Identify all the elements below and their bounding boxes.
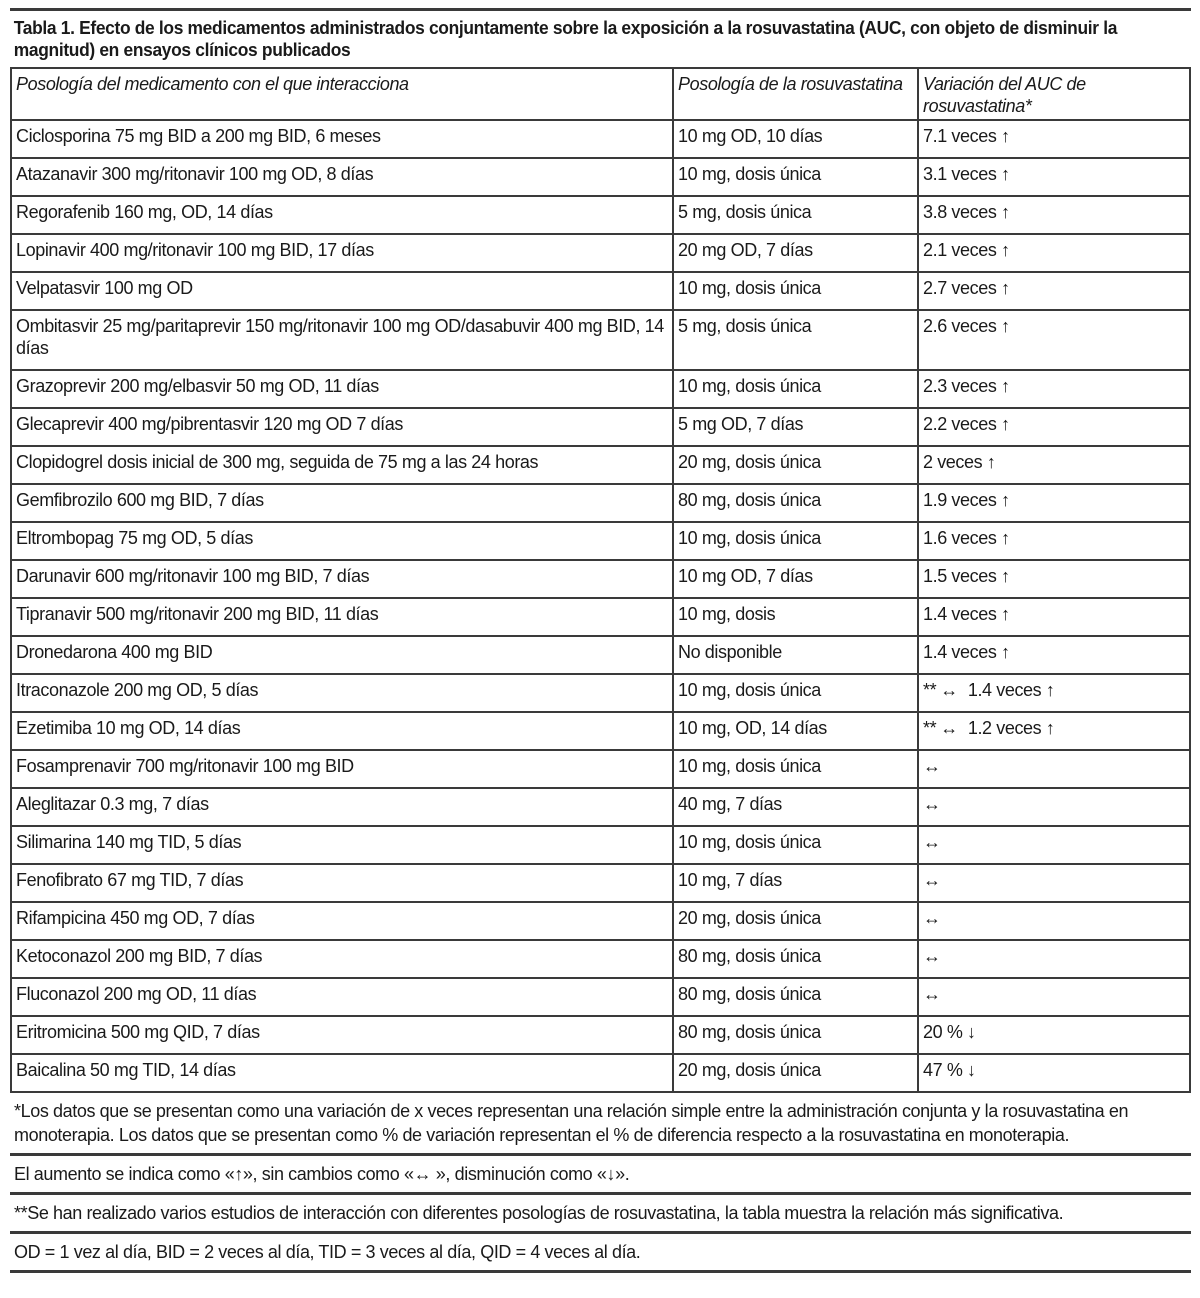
left-right-arrow-icon: ↔ [923, 870, 941, 890]
up-arrow-icon: ↑ [1001, 490, 1010, 510]
cell-drug-dosage: Ombitasvir 25 mg/paritaprevir 150 mg/ritonavir 100 mg OD/dasabuvir 400 mg BID, 14 días [11, 310, 673, 370]
column-header-drug: Posología del medicamento con el que interacciona [11, 68, 673, 120]
table-row [11, 560, 1190, 598]
table-row [11, 788, 1190, 826]
footnote-double-star: **Se han realizado varios estudios de interacción con diferentes posologías de rosuvastatina, la tabla muestra la relación más significativa. [14, 1203, 1064, 1223]
cell-rosuvastatin-dosage: 40 mg, 7 días [673, 788, 918, 826]
cell-auc-change [918, 598, 1190, 636]
cell-rosuvastatin-dosage: 10 mg, dosis única [673, 272, 918, 310]
table-row [11, 370, 1190, 408]
up-arrow-icon: ↑ [1001, 126, 1010, 146]
auc-change-value: 47 % [923, 1060, 963, 1080]
auc-change-value: 1.6 veces [923, 528, 997, 548]
cell-auc-change [918, 310, 1190, 370]
auc-change-value: 2.2 veces [923, 414, 997, 434]
cell-rosuvastatin-dosage: No disponible [673, 636, 918, 674]
table-header-row [11, 68, 1190, 120]
cell-drug-dosage: Ketoconazol 200 mg BID, 7 días [11, 940, 673, 978]
table-row [11, 1016, 1190, 1054]
cell-auc-change [918, 560, 1190, 598]
table-row [11, 272, 1190, 310]
cell-auc-change [918, 484, 1190, 522]
cell-auc-change [918, 234, 1190, 272]
cell-rosuvastatin-dosage: 10 mg, OD, 14 días [673, 712, 918, 750]
up-arrow-icon: ↑ [1001, 164, 1010, 184]
cell-auc-change [918, 370, 1190, 408]
cell-drug-dosage: Fenofibrato 67 mg TID, 7 días [11, 864, 673, 902]
left-right-arrow-icon: ↔ [923, 832, 941, 852]
left-right-arrow-icon: ↔ [923, 908, 941, 928]
left-right-arrow-icon: ↔ [923, 756, 941, 776]
table-row [11, 522, 1190, 560]
column-header-dose: Posología de la rosuvastatina [673, 68, 918, 120]
cell-auc-change [918, 272, 1190, 310]
table-row [11, 826, 1190, 864]
cell-drug-dosage: Ciclosporina 75 mg BID a 200 mg BID, 6 meses [11, 120, 673, 158]
column-header-auc-change: Variación del AUC de rosuvastatina* [918, 68, 1190, 120]
cell-rosuvastatin-dosage: 10 mg, 7 días [673, 864, 918, 902]
auc-change-value: 1.4 veces [967, 680, 1042, 700]
up-arrow-icon: ↑ [1001, 278, 1010, 298]
cell-rosuvastatin-dosage: 20 mg, dosis única [673, 1054, 918, 1092]
table-row [11, 120, 1190, 158]
cell-rosuvastatin-dosage: 10 mg, dosis única [673, 674, 918, 712]
table-row [11, 234, 1190, 272]
table-row [11, 750, 1190, 788]
cell-drug-dosage: Atazanavir 300 mg/ritonavir 100 mg OD, 8 días [11, 158, 673, 196]
table-row [11, 1054, 1190, 1092]
cell-rosuvastatin-dosage: 20 mg, dosis única [673, 446, 918, 484]
document [10, 8, 1191, 1273]
auc-change-value: 1.2 veces [967, 718, 1042, 738]
cell-rosuvastatin-dosage: 10 mg, dosis única [673, 826, 918, 864]
table-row [11, 712, 1190, 750]
auc-change-value: 2.6 veces [923, 316, 997, 336]
auc-change-value: 1.4 veces [923, 642, 997, 662]
cell-auc-change [918, 750, 1190, 788]
cell-drug-dosage: Grazoprevir 200 mg/elbasvir 50 mg OD, 11 días [11, 370, 673, 408]
up-arrow-icon: ↑ [1001, 566, 1010, 586]
auc-change-value: 1.9 veces [923, 490, 997, 510]
cell-auc-change [918, 978, 1190, 1016]
table-body [11, 120, 1190, 1092]
table-row [11, 484, 1190, 522]
cell-drug-dosage: Gemfibrozilo 600 mg BID, 7 días [11, 484, 673, 522]
cell-auc-change [918, 196, 1190, 234]
cell-rosuvastatin-dosage: 20 mg, dosis única [673, 902, 918, 940]
cell-rosuvastatin-dosage: 80 mg, dosis única [673, 978, 918, 1016]
cell-drug-dosage: Baicalina 50 mg TID, 14 días [11, 1054, 673, 1092]
cell-drug-dosage: Clopidogrel dosis inicial de 300 mg, seguida de 75 mg a las 24 horas [11, 446, 673, 484]
left-right-arrow-icon: ↔ [923, 946, 941, 966]
cell-rosuvastatin-dosage: 20 mg OD, 7 días [673, 234, 918, 272]
table-row [11, 940, 1190, 978]
cell-rosuvastatin-dosage: 10 mg, dosis única [673, 522, 918, 560]
auc-change-value: 2.7 veces [923, 278, 997, 298]
up-arrow-icon: ↑ [1045, 680, 1055, 700]
cell-auc-change [918, 826, 1190, 864]
cell-rosuvastatin-dosage: 10 mg, dosis única [673, 158, 918, 196]
cell-drug-dosage: Velpatasvir 100 mg OD [11, 272, 673, 310]
up-arrow-icon: ↑ [1045, 718, 1055, 738]
auc-change-value: 1.4 veces [923, 604, 997, 624]
auc-change-value: 1.5 veces [923, 566, 997, 586]
cell-drug-dosage: Lopinavir 400 mg/ritonavir 100 mg BID, 17 días [11, 234, 673, 272]
auc-change-value: 2 veces [923, 452, 983, 472]
double-star-marker: ** [923, 680, 937, 700]
cell-auc-change [918, 712, 1190, 750]
left-right-arrow-icon: ↔ [923, 984, 941, 1004]
arrow-legend: El aumento se indica como «↑», sin cambios como «↔ », disminución como «↓». [14, 1164, 630, 1184]
cell-drug-dosage: Rifampicina 450 mg OD, 7 días [11, 902, 673, 940]
up-arrow-icon: ↑ [1001, 414, 1010, 434]
cell-rosuvastatin-dosage: 5 mg, dosis única [673, 310, 918, 370]
cell-auc-change [918, 636, 1190, 674]
auc-change-value: 3.8 veces [923, 202, 997, 222]
cell-rosuvastatin-dosage: 5 mg, dosis única [673, 196, 918, 234]
up-arrow-icon: ↑ [1001, 240, 1010, 260]
table-row [11, 978, 1190, 1016]
up-arrow-icon: ↑ [986, 452, 996, 472]
cell-drug-dosage: Silimarina 140 mg TID, 5 días [11, 826, 673, 864]
divider [10, 1270, 1191, 1273]
cell-drug-dosage: Eltrombopag 75 mg OD, 5 días [11, 522, 673, 560]
cell-rosuvastatin-dosage: 80 mg, dosis única [673, 940, 918, 978]
auc-change-value: 20 % [923, 1022, 963, 1042]
left-right-arrow-icon: ↔ [923, 794, 941, 814]
table-row [11, 902, 1190, 940]
cell-auc-change [918, 788, 1190, 826]
up-arrow-icon: ↑ [1001, 604, 1010, 624]
cell-drug-dosage: Fosamprenavir 700 mg/ritonavir 100 mg BID [11, 750, 673, 788]
cell-auc-change [918, 674, 1190, 712]
cell-auc-change [918, 408, 1190, 446]
left-right-arrow-icon: ↔ [940, 718, 958, 738]
down-arrow-icon: ↓ [967, 1022, 976, 1042]
cell-drug-dosage: Ezetimiba 10 mg OD, 14 días [11, 712, 673, 750]
table-title: Tabla 1. Efecto de los medicamentos administrados conjuntamente sobre la exposición a la rosuvastatina (AUC, con objeto de disminuir la magnitud) en ensayos clínicos publicados [13, 17, 1118, 60]
cell-auc-change [918, 864, 1190, 902]
auc-change-value: 3.1 veces [923, 164, 997, 184]
cell-rosuvastatin-dosage: 80 mg, dosis única [673, 1016, 918, 1054]
table-row [11, 310, 1190, 370]
auc-change-value: 2.3 veces [923, 376, 997, 396]
up-arrow-icon: ↑ [1001, 202, 1010, 222]
cell-auc-change [918, 120, 1190, 158]
cell-auc-change [918, 940, 1190, 978]
cell-auc-change [918, 158, 1190, 196]
cell-rosuvastatin-dosage: 5 mg OD, 7 días [673, 408, 918, 446]
cell-drug-dosage: Dronedarona 400 mg BID [11, 636, 673, 674]
up-arrow-icon: ↑ [1001, 376, 1010, 396]
cell-rosuvastatin-dosage: 80 mg, dosis única [673, 484, 918, 522]
cell-drug-dosage: Regorafenib 160 mg, OD, 14 días [11, 196, 673, 234]
left-right-arrow-icon: ↔ [940, 680, 958, 700]
up-arrow-icon: ↑ [1001, 528, 1010, 548]
interaction-table [10, 67, 1191, 1093]
table-row [11, 158, 1190, 196]
table-row [11, 196, 1190, 234]
cell-drug-dosage: Eritromicina 500 mg QID, 7 días [11, 1016, 673, 1054]
cell-auc-change [918, 1016, 1190, 1054]
auc-change-value: 7.1 veces [923, 126, 997, 146]
cell-auc-change [918, 446, 1190, 484]
up-arrow-icon: ↑ [1001, 316, 1010, 336]
table-row [11, 446, 1190, 484]
cell-drug-dosage: Darunavir 600 mg/ritonavir 100 mg BID, 7 días [11, 560, 673, 598]
down-arrow-icon: ↓ [967, 1060, 976, 1080]
double-star-marker: ** [923, 718, 937, 738]
cell-rosuvastatin-dosage: 10 mg OD, 7 días [673, 560, 918, 598]
table-row [11, 636, 1190, 674]
cell-drug-dosage: Aleglitazar 0.3 mg, 7 días [11, 788, 673, 826]
table-row [11, 864, 1190, 902]
abbreviations-note: OD = 1 vez al día, BID = 2 veces al día, TID = 3 veces al día, QID = 4 veces al día. [14, 1242, 641, 1262]
cell-drug-dosage: Itraconazole 200 mg OD, 5 días [11, 674, 673, 712]
cell-drug-dosage: Tipranavir 500 mg/ritonavir 200 mg BID, 11 días [11, 598, 673, 636]
cell-rosuvastatin-dosage: 10 mg, dosis única [673, 370, 918, 408]
table-row [11, 598, 1190, 636]
cell-rosuvastatin-dosage: 10 mg, dosis [673, 598, 918, 636]
cell-drug-dosage: Fluconazol 200 mg OD, 11 días [11, 978, 673, 1016]
cell-rosuvastatin-dosage: 10 mg OD, 10 días [673, 120, 918, 158]
auc-change-value: 2.1 veces [923, 240, 997, 260]
up-arrow-icon: ↑ [1001, 642, 1010, 662]
cell-rosuvastatin-dosage: 10 mg, dosis única [673, 750, 918, 788]
cell-auc-change [918, 522, 1190, 560]
cell-auc-change [918, 902, 1190, 940]
table-row [11, 408, 1190, 446]
table-row [11, 674, 1190, 712]
cell-auc-change [918, 1054, 1190, 1092]
cell-drug-dosage: Glecaprevir 400 mg/pibrentasvir 120 mg OD 7 días [11, 408, 673, 446]
footnote-star: *Los datos que se presentan como una variación de x veces representan una relación simple entre la administración conjunta y la rosuvastatina en monoterapia. Los datos que se presentan como % de variación representan el % de diferencia respecto a la rosuvastatina en monoterapia. [14, 1101, 1129, 1145]
